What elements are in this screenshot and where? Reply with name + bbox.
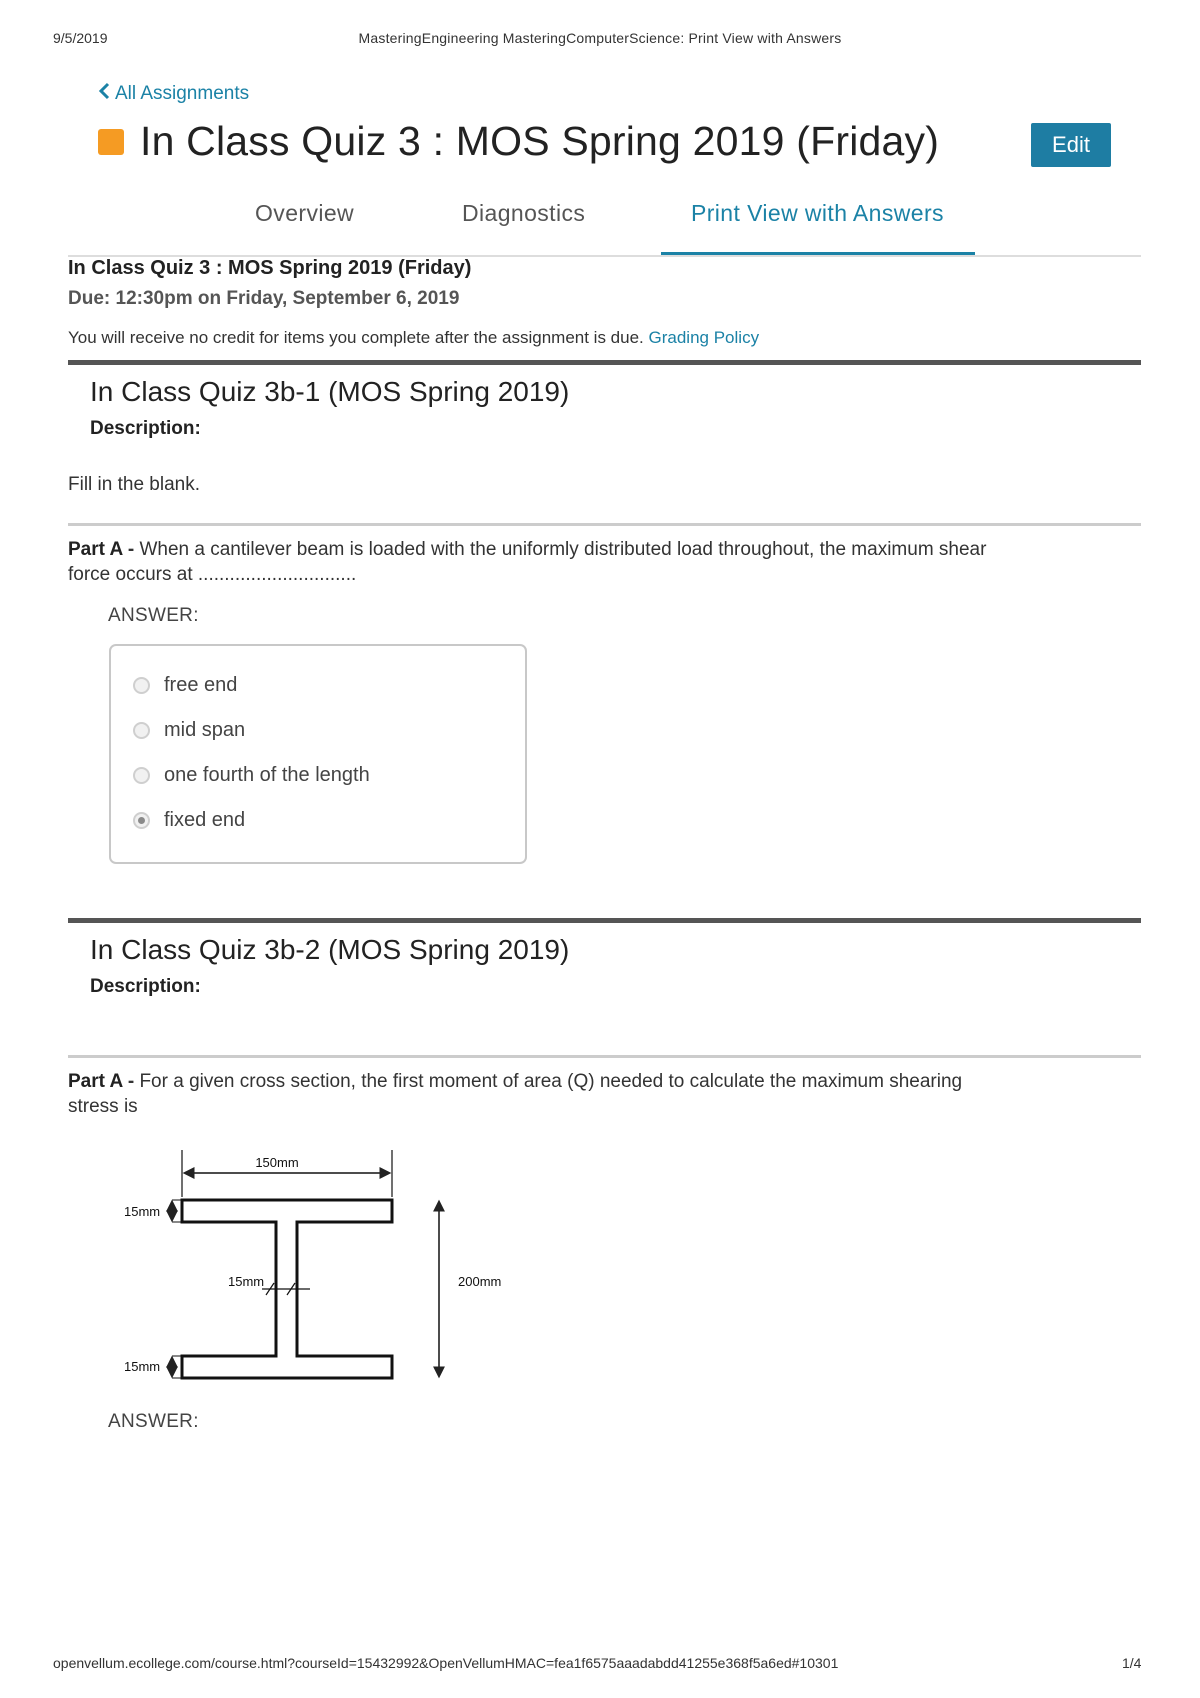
tab-print-view-with-answers[interactable]: Print View with Answers [691,200,944,226]
print-date: 9/5/2019 [53,30,108,46]
all-assignments-label: All Assignments [115,83,250,104]
radio-dot [138,817,145,824]
page-title: In Class Quiz 3 : MOS Spring 2019 (Friday) [140,118,940,164]
question-line-1: When a cantilever beam is loaded with the uniformly distributed load throughout, the maximum shear [139,539,987,560]
part-label: Part A [68,1071,123,1092]
choice-one-fourth-length[interactable] [133,764,370,787]
answer-choices [109,644,527,864]
choice-fixed-end[interactable] [133,809,245,832]
edit-button[interactable]: Edit [1031,123,1111,167]
choice-mid-span[interactable] [133,719,245,742]
height-label: 200mm [458,1274,502,1289]
answer-label: ANSWER: [108,1411,199,1432]
question-line-2: stress is [68,1096,138,1117]
radio-unselected-icon[interactable] [133,722,150,739]
credit-notice-line [68,328,759,348]
web-label: 15mm [228,1274,265,1289]
question-line-1: For a given cross section, the first moment of area (Q) needed to calculate the maximum shearing [139,1071,963,1092]
part-label: Part A [68,539,123,560]
status-square-icon [98,129,124,155]
grading-policy-link[interactable]: Grading Policy [648,328,760,347]
choice-label: fixed end [164,809,246,831]
flange-bottom-label: 15mm [124,1359,161,1374]
assignment-header [98,118,939,165]
all-assignments-link[interactable] [98,82,249,106]
assignment-name: In Class Quiz 3 : MOS Spring 2019 (Friday) [68,257,472,279]
tab-diagnostics[interactable]: Diagnostics [462,200,586,226]
item-divider [68,360,1141,365]
part-divider [68,523,1141,526]
item-title: In Class Quiz 3b-1 (MOS Spring 2019) [90,376,570,407]
credit-notice: You will receive no credit for items you complete after the assignment is due. [68,328,644,347]
part-separator: - [122,539,140,560]
chevron-left-icon [98,82,111,106]
answer-label: ANSWER: [108,605,199,626]
flange-top-label: 15mm [124,1204,161,1219]
print-page-title: MasteringEngineering MasteringComputerScience: Print View with Answers [358,30,842,46]
radio-unselected-icon[interactable] [133,677,150,694]
footer-url: openvellum.ecollege.com/course.html?courseId=15432992&OpenVellumHMAC=fea1f6575aaadabdd41255e368f5a6ed#10301 [53,1655,839,1671]
part-separator: - [122,1071,140,1092]
choice-label: one fourth of the length [164,764,370,786]
part-divider [68,1055,1141,1058]
item-title: In Class Quiz 3b-2 (MOS Spring 2019) [90,934,570,965]
width-label: 150mm [255,1155,299,1170]
choice-label: mid span [164,719,246,741]
page-number: 1/4 [1122,1655,1142,1671]
question-text [68,537,1141,587]
tab-overview[interactable]: Overview [255,200,355,226]
description-label: Description: [90,418,201,439]
due-date: Due: 12:30pm on Friday, September 6, 2019 [68,288,460,309]
question-text [68,1069,1141,1119]
radio-unselected-icon[interactable] [133,767,150,784]
item-divider [68,918,1141,923]
description-label: Description: [90,976,201,997]
question-line-2: force occurs at .............................. [68,564,357,585]
i-beam-cross-section-figure [110,1145,530,1395]
choice-label: free end [164,674,238,696]
choice-free-end[interactable] [133,674,237,697]
tab-bar [68,200,1141,256]
radio-selected-icon[interactable] [133,812,150,829]
item-description: Fill in the blank. [68,474,201,495]
